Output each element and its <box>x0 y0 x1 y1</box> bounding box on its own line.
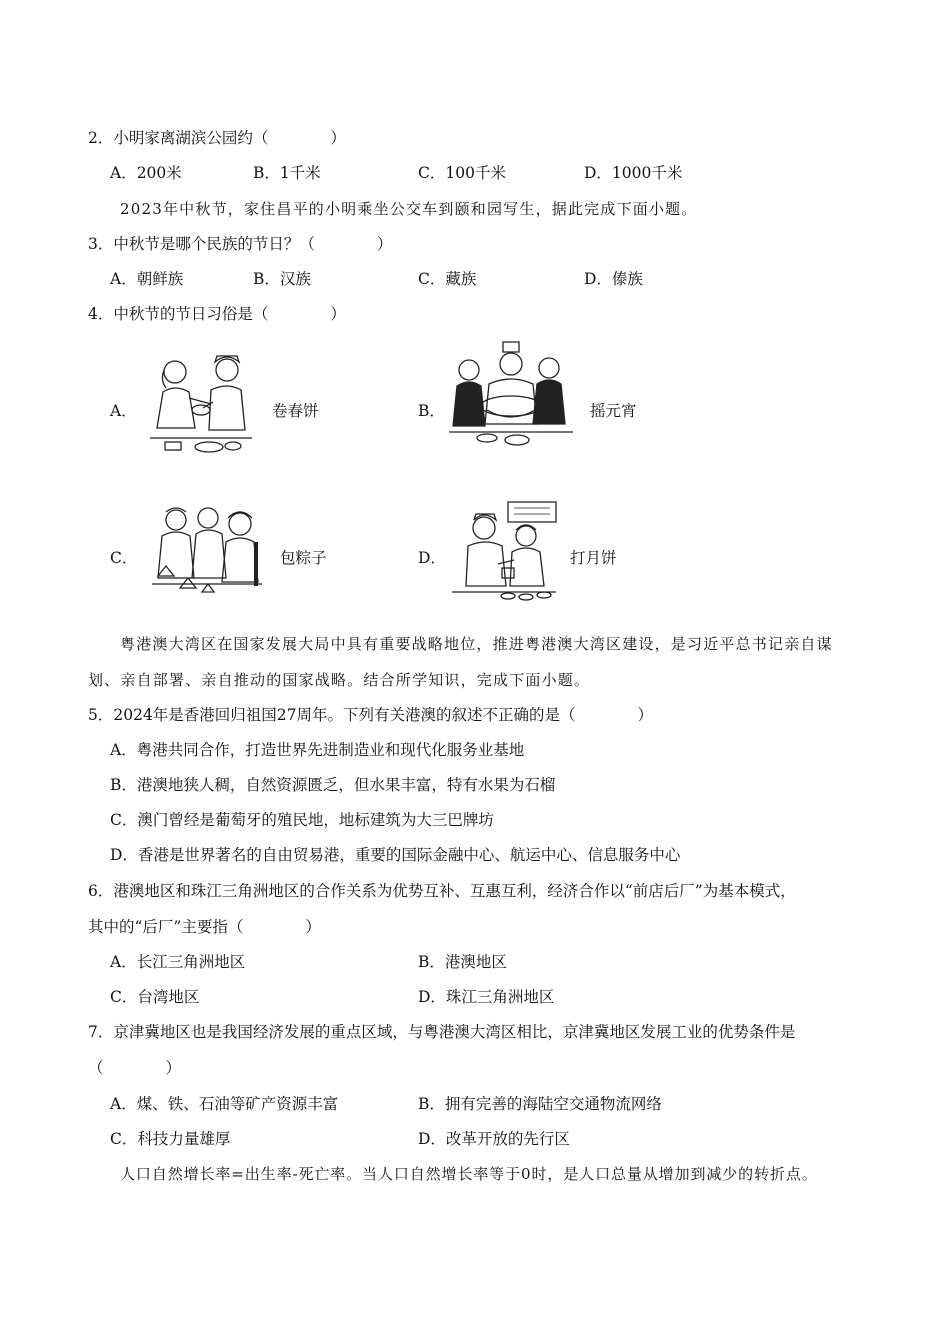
q3-stem: 3．中秋节是哪个民族的节日？（ ） <box>88 235 393 253</box>
q4-stem: 4．中秋节的节日习俗是（ ） <box>88 305 346 323</box>
q3-option-a: A．朝鲜族 <box>110 270 184 288</box>
passage-gba-line2: 划、亲自部署、亲自推动的国家战略。结合所学知识，完成下面小题。 <box>88 671 591 689</box>
q6-stem-line1: 6．港澳地区和珠江三角洲地区的合作关系为优势互补、互惠互利，经济合作以“前店后厂”为基本模式， <box>88 882 796 900</box>
q5-option-a: A．粤港共同合作，打造世界先进制造业和现代化服务业基地 <box>110 741 525 759</box>
q7-option-c: C．科技力量雄厚 <box>110 1130 231 1148</box>
q4-option-a-letter: A． <box>110 402 137 420</box>
q6-option-b: B．港澳地区 <box>418 953 507 971</box>
q6-stem-line2: 其中的“后厂”主要指（ ） <box>88 918 321 936</box>
q2-stem: 2．小明家离湖滨公园约（ ） <box>88 129 346 147</box>
mooncake-illustration <box>448 498 560 608</box>
q6-option-c: C．台湾地区 <box>110 988 200 1006</box>
passage-population: 人口自然增长率=出生率-死亡率。当人口自然增长率等于0时，是人口总量从增加到减少的转折点。 <box>120 1165 818 1183</box>
q5-stem: 5．2024年是香港回归祖国27周年。下列有关港澳的叙述不正确的是（ ） <box>88 706 654 724</box>
q5-option-b: B．港澳地狭人稠，自然资源匮乏，但水果丰富，特有水果为石榴 <box>110 776 556 794</box>
q3-option-b: B．汉族 <box>253 270 311 288</box>
zongzi-illustration <box>150 498 265 608</box>
q2-option-a: A．200米 <box>110 164 182 182</box>
q7-option-d: D．改革开放的先行区 <box>418 1130 570 1148</box>
yuanxiao-illustration <box>447 340 575 450</box>
q3-option-d: D．傣族 <box>584 270 643 288</box>
q4-option-d-letter: D． <box>418 549 446 567</box>
q5-option-c: C．澳门曾经是葡萄牙的殖民地，地标建筑为大三巴牌坊 <box>110 811 494 829</box>
spring-pancake-illustration <box>145 348 257 458</box>
q4-option-b-caption: 摇元宵 <box>590 402 637 420</box>
q4-option-c-letter: C． <box>110 549 138 567</box>
q7-stem-line2: （ ） <box>88 1059 182 1077</box>
q2-option-d: D．1000千米 <box>584 164 683 182</box>
passage-gba-line1: 粤港澳大湾区在国家发展大局中具有重要战略地位，推进粤港澳大湾区建设，是习近平总书记亲自谋 <box>120 635 833 653</box>
q3-option-c: C．藏族 <box>418 270 477 288</box>
q7-stem-line1: 7．京津冀地区也是我国经济发展的重点区域，与粤港澳大湾区相比，京津冀地区发展工业的优势条件是 <box>88 1023 796 1041</box>
passage-mid-autumn: 2023年中秋节，家住昌平的小明乘坐公交车到颐和园写生，据此完成下面小题。 <box>120 200 698 218</box>
q7-option-b: B．拥有完善的海陆空交通物流网络 <box>418 1095 662 1113</box>
q6-option-d: D．珠江三角洲地区 <box>418 988 555 1006</box>
q6-option-a: A．长江三角洲地区 <box>110 953 246 971</box>
q7-option-a: A．煤、铁、石油等矿产资源丰富 <box>110 1095 339 1113</box>
q4-option-b-letter: B． <box>418 402 445 420</box>
q4-option-d-caption: 打月饼 <box>570 549 617 567</box>
q4-option-a-caption: 卷春饼 <box>272 402 319 420</box>
q2-option-c: C．100千米 <box>418 164 506 182</box>
q2-option-b: B．1千米 <box>253 164 321 182</box>
q4-option-c-caption: 包粽子 <box>280 549 327 567</box>
q5-option-d: D．香港是世界著名的自由贸易港，重要的国际金融中心、航运中心、信息服务中心 <box>110 846 681 864</box>
